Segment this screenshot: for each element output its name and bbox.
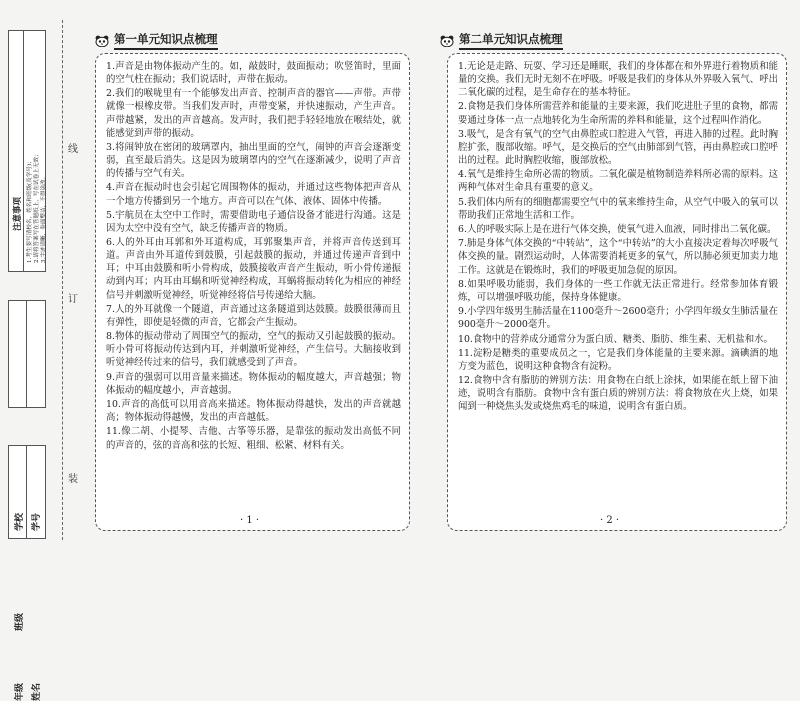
- exam-note-line: 3.字迹清晰，卷面整洁，不得涂改。: [41, 173, 47, 263]
- page-number-right: · 2 ·: [600, 515, 620, 526]
- class-label: 班级: [15, 612, 25, 631]
- cut-line: [62, 20, 63, 540]
- student-no-label: 学号: [32, 512, 42, 531]
- panda-icon: [440, 35, 454, 47]
- knowledge-item: 8.物体的振动带动了周围空气的振动，空气的振动又引起鼓膜的振动。听小骨可将振动传达到内耳，并刺激听觉神经，产生信号。大脑接收到听觉神经传过来的信号，我们就感受到了声音。: [106, 331, 401, 369]
- exam-notes-title-cell: [9, 31, 24, 271]
- exam-note-line: 2.请将答案写在答题纸上，写在试卷上无效；: [34, 151, 40, 263]
- unit-two-card: [447, 53, 787, 531]
- panda-icon: [95, 35, 109, 47]
- knowledge-item: 7.肺是身体气体交换的“中转站”，这个“中转站”的大小直接决定着每次呼吸气体交换的量。剧烈运动时，人体需要消耗更多的氧气，所以肺必须更加卖力地工作。这就是在锻炼时，我们的呼吸更加急促的原因。: [458, 238, 778, 276]
- knowledge-item: 3.吸气，是含有氧气的空气由鼻腔或口腔进入气管，再进入肺的过程。此时胸腔扩张，腹部收缩。呼气，是交换后的空气由肺部到气管，再由鼻腔或口腔呼出的过程。此时胸腔收缩，腹部放松。: [458, 128, 778, 167]
- knowledge-item: 6.人的外耳由耳郭和外耳道构成，耳郭聚集声音，并将声音传送到耳道。声音由外耳道传到鼓膜，引起鼓膜的振动，并通过传递声音到中耳；中耳由鼓膜和听小骨构成，鼓膜接收声音产生振动，听小骨传递振动到内耳；内耳由耳蜗和听觉神经构成，耳蜗将振动转化为相应的神经信号并刺激听觉神经，听觉神经将信号传递给大脑。: [106, 237, 401, 301]
- name-label: 姓名: [32, 682, 42, 701]
- knowledge-item: 6.人的呼吸实际上是在进行气体交换，使氧气进入血液，同时排出二氧化碳。: [458, 224, 777, 236]
- knowledge-item: 2.食物是我们身体所需营养和能量的主要来源，我们吃进肚子里的食物，都需要通过身体一点一点地转化为生命所需的养料和能量，这个过程叫作消化。: [458, 101, 778, 126]
- cut-word-ding: 订: [68, 294, 78, 305]
- knowledge-item: 4.声音在振动时也会引起它周围物体的振动，并通过这些物体把声音从一个地方传播到另一个地方。声音可以在气体、液体、固体中传播。: [106, 182, 401, 207]
- unit-two-title: 第二单元知识点梳理: [459, 31, 563, 50]
- unit-one-title: 第一单元知识点梳理: [114, 31, 218, 50]
- knowledge-item: 12.食物中含有脂肪的辨别方法：用食物在白纸上涂抹，如果能在纸上留下油迹，说明含有脂肪。食物中含有蛋白质的辨别方法：将食物放在火上烧，如果闻到一种烧焦头发或烧焦鸡毛的味道，说明含有蛋白质。: [458, 375, 778, 413]
- knowledge-item: 1.声音是由物体振动产生的。如，敲鼓时，鼓面振动；吹竖笛时，里面的空气柱在振动；我们说话时，声带在振动。: [106, 61, 401, 86]
- knowledge-item: 9.声音的强弱可以用音量来描述。物体振动的幅度越大，声音越强；物体振动的幅度越小，声音越弱。: [106, 371, 401, 396]
- page-number-left: · 1 ·: [240, 515, 260, 526]
- cut-word-xian: 线: [68, 144, 78, 155]
- knowledge-item: 9.小学四年级男生肺活量在1100毫升～2600毫升；小学四年级女生肺活量在900毫升～2000毫升。: [458, 306, 778, 331]
- knowledge-item: 7.人的外耳就像一个隧道，声音通过这条隧道到达鼓膜。鼓膜很薄而且有弹性，即使是轻微的声音，它都会产生振动。: [106, 303, 401, 328]
- cut-word-zhuang: 装: [68, 474, 78, 485]
- grade-label: 年级: [15, 682, 25, 701]
- knowledge-item: 3.将闹钟放在密闭的玻璃罩内，抽出里面的空气，闹钟的声音会逐渐变弱，直至最后消失。这是因为玻璃罩内的空气在逐渐减少，说明了声音的传播与空气有关。: [106, 141, 401, 180]
- knowledge-item: 8.如果呼吸功能弱，我们身体的一些工作就无法正常进行。经常参加体育锻炼，可以增强呼吸功能，保持身体健康。: [458, 278, 778, 303]
- knowledge-item: 4.氧气是维持生命所必需的物质。二氧化碳是植物制造养料所必需的原料。这两种气体对生命具有重要的意义。: [458, 169, 778, 194]
- unit-one-card: [95, 53, 410, 531]
- knowledge-item: 1.无论是走路、玩耍、学习还是睡眠，我们的身体都在和外界进行着物质和能量的交换。我们无时无刻不在呼吸。呼吸是我们的身体从外界吸入氧气、呼出二氧化碳的过程，是生命存在的基本特征。: [458, 61, 778, 99]
- knowledge-item: 11.淀粉是糖类的重要成员之一，它是我们身体能量的主要来源。滴碘酒的地方变为蓝色，说明这种食物含有淀粉。: [458, 347, 778, 372]
- knowledge-item: 10.食物中的营养成分通常分为蛋白质、糖类、脂肪、维生素、无机盐和水。: [458, 333, 773, 345]
- binding-margin: [0, 0, 88, 701]
- unit-two-header: [440, 31, 563, 50]
- knowledge-item: 2.我们的喉咙里有一个能够发出声音、控制声音的器官——声带。声带就像一根橡皮带。当我们发声时，声带变紧，并快速振动，产生声音。声带越紧，发出的声音越高。发声时，我们把手轻轻地放在喉结处，就能感觉到声带的振动。: [106, 88, 401, 139]
- knowledge-item: 5.我们体内所有的细胞都需要空气中的氧来维持生命，从空气中吸入的氧可以帮助我们正常地生活和工作。: [458, 196, 778, 221]
- knowledge-item: 10.声音的高低可以用音高来描述。物体振动得越快，发出的声音就越高；物体振动得越慢，发出的声音越低。: [106, 399, 401, 424]
- exam-notes-title: 注意事项: [13, 196, 23, 231]
- knowledge-item: 5.宇航员在太空中工作时，需要借助电子通信设备才能进行沟通。这是因为太空中没有空气，缺乏传播声音的物质。: [106, 209, 401, 234]
- school-label: 学校: [15, 512, 25, 531]
- school-info-box: [8, 445, 46, 539]
- unit-one-header: [95, 31, 218, 50]
- knowledge-item: 11.像二胡、小提琴、吉他、古筝等乐器，是靠弦的振动发出高低不同的声音的，弦的音高和弦的长短、粗细、松紧、材料有关。: [106, 426, 401, 451]
- exam-note-line: 1.考生要写清校名，姓名和班级(及学号)；: [27, 158, 33, 263]
- exam-notes-box: [8, 30, 46, 272]
